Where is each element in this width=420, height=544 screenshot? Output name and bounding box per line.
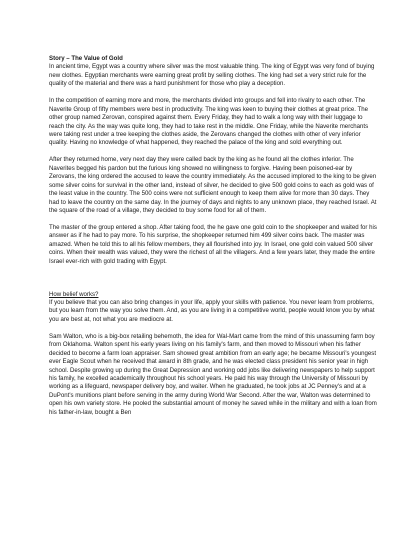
help-paragraph-2: Sam Walton, who is a big-box retailing behemoth, the idea for Wal-Mart came from the mind of this unassuming farm boy from Oklahoma. Walton spent his early years living on his family's farm, and then moved to Missouri when his father decided to become a farm loan appraiser. Sam showed great ambition from an early age; he became Missouri's youngest ever Eagle Scout when he received that award in 8th grade, and he was elected class president his senior year in high school. Despite growing up during the Great Depression and working odd jobs like delivering newspapers to help support his family, he excelled academically throughout his school years. He paid his way through the University of Missouri by working as a lifeguard, newspaper delivery boy, and waiter. When he graduated, he took jobs at JC Penney's and at a DuPont's munitions plant before serving in the army during World War Second. After the war, Walton was determined to open his own variety store. He pooled the substantial amount of money he saved while in the military and with a loan from his father-in-law, bought a Ben	[49, 332, 377, 416]
story-title: Story – The Value of Gold	[49, 55, 123, 62]
section-gap	[49, 275, 379, 291]
story-paragraph-2: In the competition of earning more and more, the merchants divided into groups and fell into rivalry to each other. The Naverite Group of fifty members were best in productivity. The king was keen to buying their clothes at great price. The other group named Zerovan, conspired against them. Every Friday, they had to walk a long way with their luggage to reach the city. As the way was quite long, they had to take rest in the middle. One Friday, while the Naverite merchants were taking rest under a tree keeping the clothes aside, the Zerovans changed the clothes with other of very inferior quality. Having no knowledge of what happened, they reached the palace of the king and sold everything out.	[49, 97, 369, 147]
document-page	[49, 55, 379, 426]
section-heading: How belief works?	[49, 290, 99, 298]
story-paragraph-3: After they returned home, very next day they were called back by the king as he found all the clothes inferior. The Naverites begged his pardon but the furious king showed no willingness to forgive. Having been poisoned-ear by Zerovans, the king ordered the accused to leave the country immediately. As the accused implored to the king to be given some silver coins for survival in the other land, instead of silver, he decided to give 500 gold coins to each as gold was of the least value in the country. The 500 coins were not sufficient enough to keep them alive for more than 30 days. They had to leave the country on the same day. In the journey of days and nights to any unknown place, they reached Israel. At the square of the road of a village, they decided to buy some food for all of them.	[49, 156, 377, 215]
help-paragraph-1: If you believe that you can also bring changes in your life, apply your skills with patience. You never learn from problems, but you learn from the way you solve them. And, as you are living in a competitive world, people would know you by what you are best at, not what you are mediocre at.	[49, 298, 375, 323]
story-paragraph-1: In ancient time, Egypt was a country where silver was the most valuable thing. The king of Egypt was very fond of buying new clothes. Egyptian merchants were earning great profit by selling clothes. The king had set a very strict rule for the quality of the material and there was a hard punishment for those who play a deception.	[49, 63, 375, 88]
story-paragraph-4: The master of the group entered a shop. After taking food, the he gave one gold coin to the shopkeeper and waited for his answer as if he had to pay more. To his surprise, the shopkeeper returned him 499 silver coins back. The master was amazed. When he told this to all his fellow members, they all flourished into joy. In Israel, one gold coin valued 500 silver coins. When their wealth was valued, they were the richest of all the villagers. And a few years later, they made the entire Israel ever-rich with gold trading with Egypt.	[49, 223, 377, 265]
